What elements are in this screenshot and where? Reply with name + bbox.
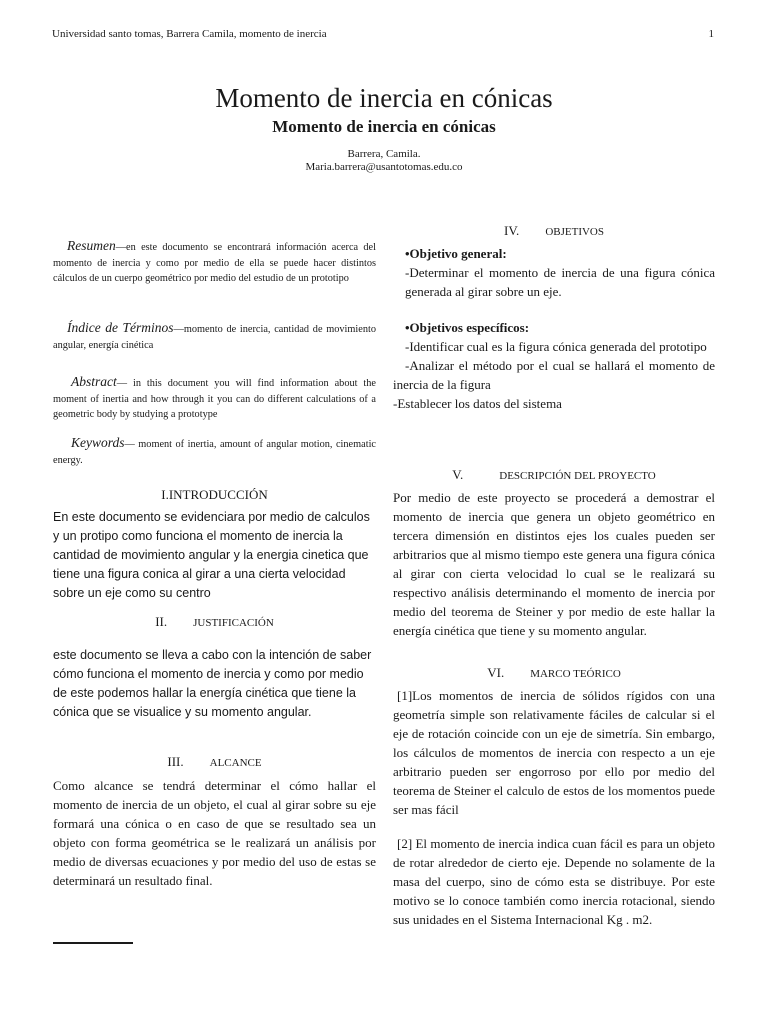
keywords-text: — moment of inertia, amount of angular motion, cinematic energy. <box>53 439 376 466</box>
objetivos-especificos-label: •Objetivos específicos: <box>405 320 530 335</box>
objetivo-general <box>393 244 715 301</box>
section-heading-objetivos <box>393 222 715 240</box>
marco-paragraph-1: [1]Los momentos de inercia de sólidos rígidos con una geometría simple son relativamente fáciles de calcular si el eje de rotación coincide con un eje de simetría. Sin embargo, los cálculos de momentos de inercia con respecto a un eje arbitrario pueden ser engorroso por ello por medio del teorema de Steiner el calculo de estos de los momentos puede ser mas fácil <box>393 688 715 817</box>
abstract-es <box>53 238 376 287</box>
objetivos-numeral: IV. <box>504 223 520 238</box>
author-block <box>0 148 768 174</box>
objetivo-general-text: -Determinar el momento de inercia de una figura cónica generada al girar sobre un eje. <box>405 265 715 299</box>
abstract-es-text: —en este documento se encontrará información acerca del momento de inercia y como por medio de ella se puede hacer distintos cálculos de un cuerpo geométrico por medio del estudio de un prototipo <box>53 242 376 284</box>
section-heading-descripcion <box>393 466 715 484</box>
section-heading-intro <box>53 486 376 504</box>
keywords <box>53 435 376 468</box>
abstract-en-text: — in this document you will find information about the moment of inertia and how through it you can do different calculations of a geometric body by studying a prototype <box>53 378 376 420</box>
justificacion-heading: JUSTIFICACIÓN <box>193 617 274 629</box>
index-terms <box>53 320 376 353</box>
intro-text: En este documento se evidenciara por medio de calculos y un protipo como funciona el momento de inercia la cantidad de movimiento angular y la energia cinetica que tiene una figura conica al girar a una cierta velocidad sobre un eje como su centro <box>53 510 370 600</box>
paper-subtitle: Momento de inercia en cónicas <box>272 117 496 136</box>
author-name: Barrera, Camila. <box>347 148 421 160</box>
justificacion-numeral: II. <box>155 614 168 629</box>
page-header <box>52 28 714 44</box>
index-terms-text: —momento de inercia, cantidad de movimiento angular, energía cinética <box>53 324 376 351</box>
objetivo-especifico-item: -Identificar cual es la figura cónica generada del prototipo <box>405 339 707 354</box>
objetivo-general-label: •Objetivo general: <box>405 246 507 261</box>
abstract-es-label: Resumen <box>67 238 116 253</box>
descripcion-heading: DESCRIPCIÓN DEL PROYECTO <box>499 470 656 482</box>
abstract-en <box>53 374 376 423</box>
alcance-numeral: III. <box>167 754 184 769</box>
paper-title: Momento de inercia en cónicas <box>215 83 553 113</box>
footnote-rule <box>53 942 133 944</box>
marco-numeral: VI. <box>487 665 505 680</box>
author-email: Maria.barrera@usantotomas.edu.co <box>305 161 463 173</box>
section-heading-alcance <box>53 753 376 771</box>
alcance-text: Como alcance se tendrá determinar el cómo hallar el momento de inercia de un objeto, el cual al girar sobre su eje formará una cónica o en caso de que se resultado sea un objeto con forma geométrica se le realizará un análisis por medio de diversas ecuaciones y por medio del uso de estas se determinará un resultado final. <box>53 778 376 888</box>
abstract-en-label: Abstract <box>71 374 117 389</box>
marco-heading: MARCO TEÓRICO <box>530 668 621 680</box>
intro-heading: I.INTRODUCCIÓN <box>161 487 268 502</box>
objetivo-especifico-item: -Analizar el método por el cual se hallará el momento de inercia de la figura <box>393 358 715 392</box>
page-number: 1 <box>708 28 714 40</box>
section-heading-marco <box>393 664 715 682</box>
descripcion-numeral: V. <box>452 467 464 482</box>
marco-paragraph-2: [2] El momento de inercia indica cuan fácil es para un objeto de rotar alrededor de cierto eje. Depende no solamente de la masa del cuerpo, sino de cómo esta se distribuye. Por este motivo se lo conoce también como inercia rotacional, siendo sus unidades en el Sistema Internacional Kg . m2. <box>393 836 715 927</box>
index-terms-label: Índice de Términos <box>67 320 174 335</box>
descripcion-text: Por medio de este proyecto se procederá a demostrar el momento de inercia que genera un objeto geométrico en tercera dimensión en distintos ejes los cuales pueden ser arbitrarios que al mismo tiempo este genera una figura cónica al girar con cierta velocidad lo cual se le realizará su respectivo análisis determinando el momento de inercia por medio del teorema de Steiner y por medio de este hallar la energía cinética que tiene y su momento angular. <box>393 490 715 638</box>
keywords-label: Keywords <box>71 435 125 450</box>
alcance-heading: ALCANCE <box>209 757 262 769</box>
objetivo-especifico-item: -Establecer los datos del sistema <box>393 396 562 411</box>
running-head: Universidad santo tomas, Barrera Camila, momento de inercia <box>52 28 327 40</box>
justificacion-text: este documento se lleva a cabo con la intención de saber cómo funciona el momento de inercia y como por medio de este podemos hallar la energía cinética que tiene la cónica que se visualice y su momento angular. <box>53 648 372 719</box>
section-heading-justificacion <box>53 613 376 631</box>
objetivos-heading: OBJETIVOS <box>545 226 604 238</box>
objetivos-especificos <box>393 318 715 413</box>
